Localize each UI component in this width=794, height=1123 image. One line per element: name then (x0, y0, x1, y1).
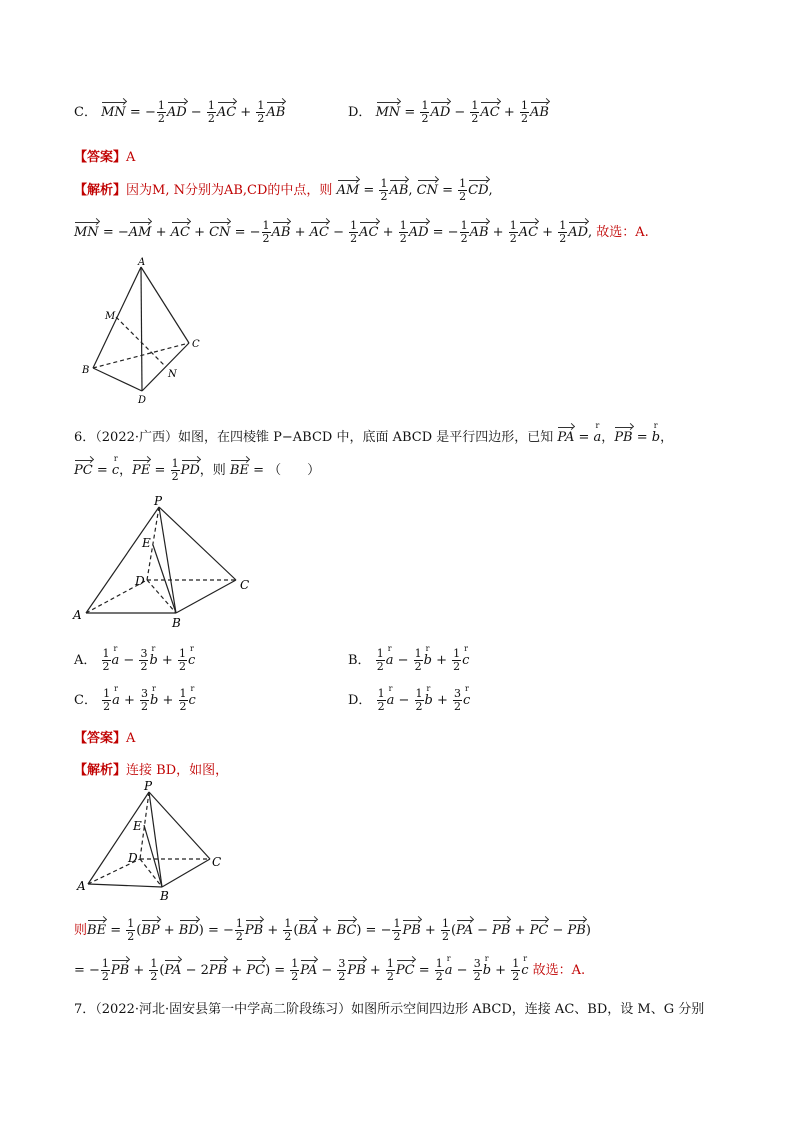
edge-AC (141, 267, 189, 343)
q6-analysis-text: 连接 BD，如图， (126, 763, 229, 778)
q7-stem (74, 998, 704, 1017)
q6-pyramid-figure (70, 495, 270, 630)
label-D: D (135, 574, 145, 588)
q5-answer-tag: 【答案】 (74, 150, 127, 165)
q5-analysis-line1: 【解析】因为M, N分别为AB,CD的中点，则 AM = $\frac{1}{2}$ AB, CN = $\frac{1}{2}$ CD, (74, 177, 493, 203)
q6-option-b: B． $\frac{1}{2}$ r a − $\frac{1}{2}$ r b + $\frac{1}{2}$ r c (348, 648, 469, 673)
label-P: P (144, 780, 153, 793)
q6-option-d: D． $\frac{1}{2}$ r a − $\frac{1}{2}$ r b + $\frac{3}{2}$ r c (348, 688, 470, 713)
q6-stem-line1: 6．（2022·广西）如图，在四棱锥 P−ABCD 中，底面 ABCD 是平行四边形，已知 PA = r a，PB = r b， (74, 426, 673, 445)
q6-answer (74, 727, 135, 746)
q6-derivation-line1: 则BE = $\frac{1}{2}$ (BP + BD) = − $\frac{1}{2}$ PB + $\frac{1}{2}$ (BA + BC) = − $\frac{1}{2}$ PB + $\frac{1}{2}$ (PA − PB + PC − PB) (74, 917, 591, 943)
q6-analysis (74, 759, 228, 778)
q6-option-a: A． $\frac{1}{2}$ r a − $\frac{3}{2}$ r b + $\frac{1}{2}$ r c (74, 648, 195, 673)
label-D: D (128, 851, 138, 865)
q5-option-d: D． MN = $\frac{1}{2}$ AD − $\frac{1}{2}$ AC + $\frac{1}{2}$ AB (348, 99, 549, 125)
label-A: A (77, 879, 86, 893)
q6-stem-line2: PC = r c，PE = $\frac{1}{2}$ PD，则 BE = （ ） (74, 458, 320, 483)
edge-BC-hidden (93, 343, 189, 368)
q5-analysis-tag: 【解析】 (74, 183, 127, 198)
q5-option-c-label: C． (74, 105, 97, 120)
label-A: A (73, 608, 82, 622)
q6-option-c: C． $\frac{1}{2}$ r a + $\frac{3}{2}$ r b + $\frac{1}{2}$ r c (74, 688, 196, 713)
label-C: C (212, 855, 222, 869)
q5-tetrahedron-figure (76, 255, 216, 405)
q6-blank: （ ） (268, 463, 321, 478)
label-N: N (168, 369, 177, 380)
q5-answer-value: A (126, 150, 136, 165)
label-C: C (240, 578, 250, 592)
q6-analysis-tag: 【解析】 (74, 763, 127, 778)
label-A: A (138, 257, 146, 268)
q5-conclusion: 故选：A. (596, 225, 649, 240)
q5-option-d-label: D． (348, 105, 372, 120)
q6-answer-value: A (126, 731, 136, 746)
label-B: B (172, 616, 181, 630)
label-C: C (192, 339, 200, 350)
label-D: D (138, 395, 147, 405)
label-B: B (160, 889, 169, 903)
label-P: P (154, 495, 163, 508)
q5-analysis-text: 因为M, N分别为AB,CD的中点，则 (126, 183, 333, 198)
q6-answer-tag: 【答案】 (74, 731, 127, 746)
label-M: M (105, 311, 116, 322)
label-E: E (142, 536, 151, 550)
q6-pyramid-figure-bd (72, 780, 232, 905)
edge-AD (141, 267, 142, 391)
edge-BD (93, 368, 142, 391)
q5-analysis-line2: MN = −AM + AC + CN = − $\frac{1}{2}$ AB + AC − $\frac{1}{2}$ AC + $\frac{1}{2}$ AD = − $\frac{1}{2}$ AB + $\frac{1}{2}$ AC + $\frac{1}{2}$ AD, 故选：A. (74, 219, 649, 245)
q7-stem-text: 7．（2022·河北·固安县第一中学高二阶段练习）如图所示空间四边形 ABCD，连接 AC、BD，设 M、G 分别 (74, 1002, 705, 1017)
q5-answer (74, 146, 135, 165)
q6-derivation-line2: = − $\frac{1}{2}$ PB + $\frac{1}{2}$ (PA − 2PB + PC) = $\frac{1}{2}$ PA − $\frac{3}{2}$ PB + $\frac{1}{2}$ PC = $\frac{1}{2}$ r a − $\frac{3}{2}$ r b + $\frac{1}{2}$ r c 故选：A. (74, 958, 585, 983)
label-E: E (133, 819, 142, 833)
q5-option-c: C． MN = − $\frac{1}{2}$ AD − $\frac{1}{2}$ AC + $\frac{1}{2}$ AB (74, 99, 286, 125)
q6-then: 则 (74, 923, 88, 938)
label-B: B (82, 365, 90, 376)
q6-conclusion: 故选：A. (532, 963, 586, 978)
q6-stem-then: ，则 (199, 463, 226, 478)
q6-stem-text: 6．（2022·广西）如图，在四棱锥 P−ABCD 中，底面 ABCD 是平行四边形，已知 (74, 430, 554, 445)
